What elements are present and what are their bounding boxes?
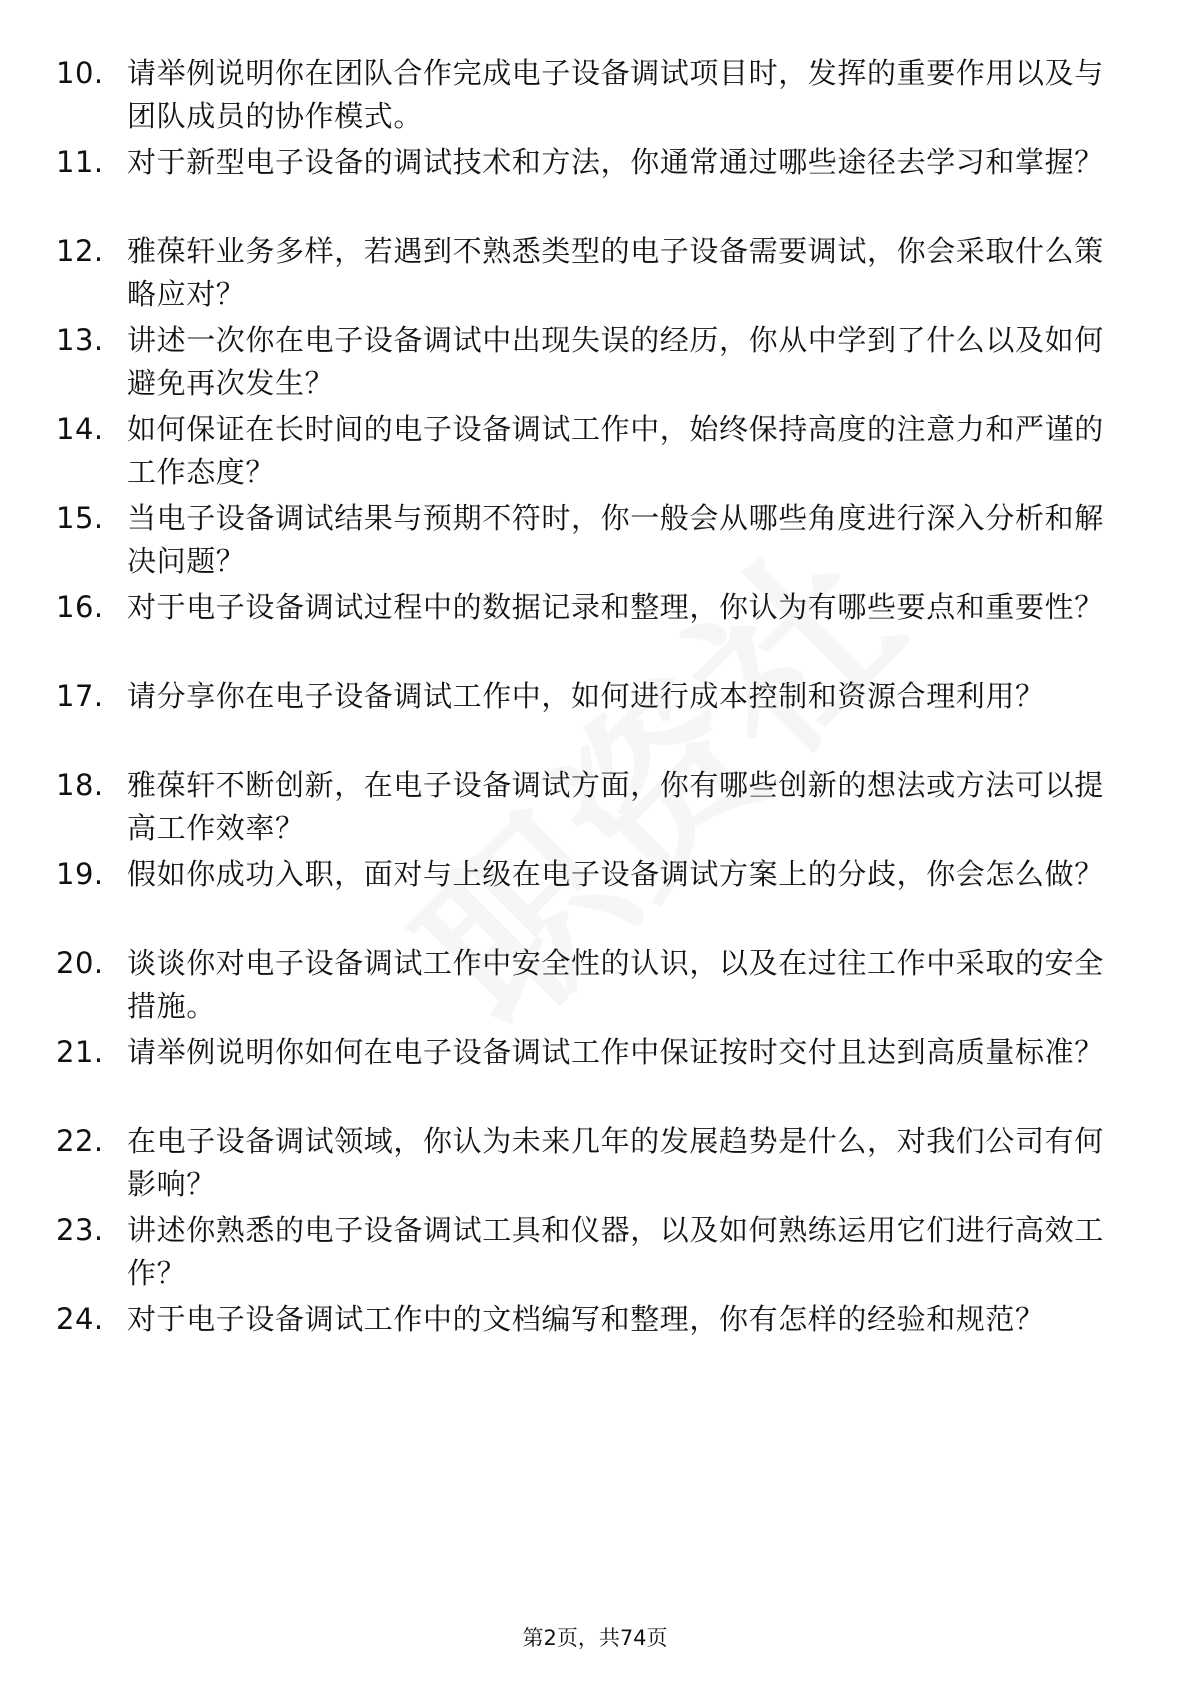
question-number: 24. — [56, 1302, 104, 1336]
list-item — [56, 675, 1116, 764]
list-item — [56, 52, 1116, 141]
list-item — [56, 764, 1116, 853]
page-number: 第2页，共74页 — [522, 1626, 668, 1650]
question-number: 18. — [56, 768, 104, 802]
list-item — [56, 853, 1116, 942]
question-text: 请举例说明你如何在电子设备调试工作中保证按时交付且达到高质量标准？ — [127, 1035, 1104, 1069]
question-number: 19. — [56, 857, 104, 891]
question-number: 13. — [56, 323, 104, 357]
question-text: 对于电子设备调试过程中的数据记录和整理，你认为有哪些要点和重要性？ — [127, 590, 1104, 624]
list-item — [56, 408, 1116, 497]
question-number: 11. — [56, 145, 104, 179]
question-text: 对于电子设备调试工作中的文档编写和整理，你有怎样的经验和规范？ — [127, 1302, 1045, 1336]
question-text: 讲述你熟悉的电子设备调试工具和仪器，以及如何熟练运用它们进行高效工作？ — [127, 1213, 1104, 1290]
question-text: 假如你成功入职，面对与上级在电子设备调试方案上的分歧，你会怎么做？ — [127, 857, 1104, 891]
question-text: 在电子设备调试领域，你认为未来几年的发展趋势是什么，对我们公司有何影响？ — [127, 1124, 1104, 1201]
question-number: 15. — [56, 501, 104, 535]
list-item — [56, 319, 1116, 408]
list-item — [56, 942, 1116, 1031]
question-list — [56, 52, 1116, 1387]
question-number: 22. — [56, 1124, 104, 1158]
list-item — [56, 1298, 1116, 1387]
list-item — [56, 141, 1116, 230]
question-text: 请分享你在电子设备调试工作中，如何进行成本控制和资源合理利用？ — [127, 679, 1045, 713]
question-number: 20. — [56, 946, 104, 980]
list-item — [56, 1209, 1116, 1298]
question-number: 21. — [56, 1035, 104, 1069]
question-number: 10. — [56, 56, 104, 90]
question-number: 12. — [56, 234, 104, 268]
list-item — [56, 586, 1116, 675]
question-number: 17. — [56, 679, 104, 713]
question-text: 请举例说明你在团队合作完成电子设备调试项目时，发挥的重要作用以及与团队成员的协作模式。 — [127, 56, 1104, 133]
question-text: 对于新型电子设备的调试技术和方法，你通常通过哪些途径去学习和掌握？ — [127, 145, 1104, 179]
list-item — [56, 497, 1116, 586]
list-item — [56, 1120, 1116, 1209]
question-number: 14. — [56, 412, 104, 446]
question-text: 讲述一次你在电子设备调试中出现失误的经历，你从中学到了什么以及如何避免再次发生？ — [127, 323, 1104, 400]
question-number: 16. — [56, 590, 104, 624]
question-text: 雅葆轩业务多样，若遇到不熟悉类型的电子设备需要调试，你会采取什么策略应对？ — [127, 234, 1104, 311]
list-item — [56, 230, 1116, 319]
question-text: 雅葆轩不断创新，在电子设备调试方面，你有哪些创新的想法或方法可以提高工作效率？ — [127, 768, 1104, 845]
question-text: 谈谈你对电子设备调试工作中安全性的认识，以及在过往工作中采取的安全措施。 — [127, 946, 1104, 1023]
question-number: 23. — [56, 1213, 104, 1247]
list-item — [56, 1031, 1116, 1120]
question-text: 当电子设备调试结果与预期不符时，你一般会从哪些角度进行深入分析和解决问题？ — [127, 501, 1104, 578]
question-text: 如何保证在长时间的电子设备调试工作中，始终保持高度的注意力和严谨的工作态度？ — [127, 412, 1104, 489]
